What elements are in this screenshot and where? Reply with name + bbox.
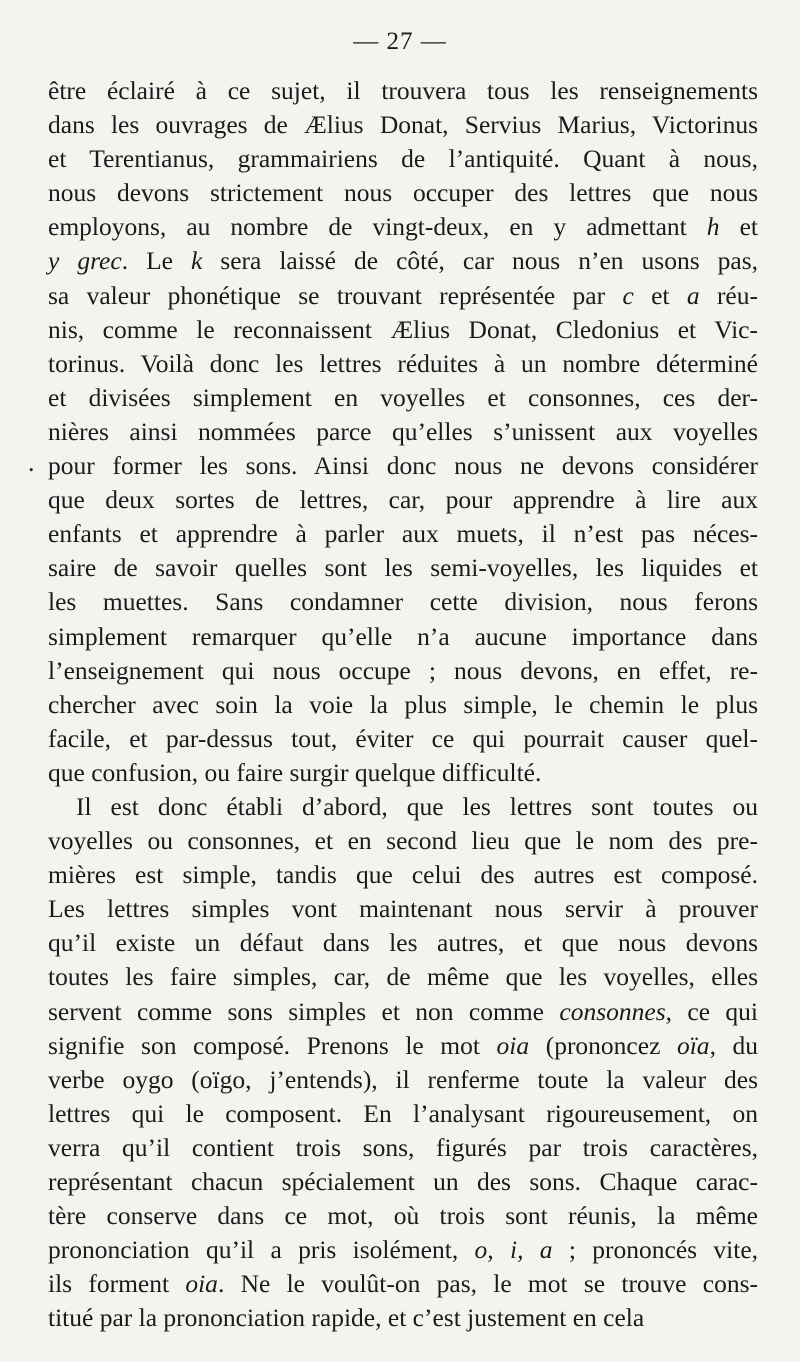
text-line: toutes les faire simples, car, de même que les voyelles, elles	[48, 962, 758, 992]
text-line: pour former les sons. Ainsi donc nous ne devons considérer	[48, 451, 758, 481]
text-line: nis, comme le reconnaissent Ælius Donat, Cledonius et Vic-	[48, 314, 758, 344]
text-line: mières est simple, tandis que celui des autres est composé.	[48, 860, 758, 890]
margin-mark: .	[28, 448, 35, 477]
text-line: l’enseignement qui nous occupe ; nous devons, en effet, re-	[48, 655, 758, 685]
text-line: chercher avec soin la voie la plus simple, le chemin le plus	[48, 689, 758, 719]
text-line: servent comme sons simples et non comme consonnes, ce qui	[48, 996, 758, 1026]
text-line: verbe oygo (oïgo, j’entends), il renferme toute la valeur des	[48, 1064, 758, 1094]
text-line: torinus. Voilà donc les lettres réduites à un nombre déterminé	[48, 348, 758, 378]
text-line: titué par la prononciation rapide, et c’est justement en cela	[48, 1303, 645, 1333]
text-line: que deux sortes de lettres, car, pour apprendre à lire aux	[48, 485, 758, 515]
page-number: — 27 —	[353, 28, 447, 55]
text-line: lettres qui le composent. En l’analysant rigoureusement, on	[48, 1098, 758, 1128]
text-line: dans les ouvrages de Ælius Donat, Servius Marius, Victorinus	[48, 110, 758, 140]
text-line: enfants et apprendre à parler aux muets, il n’est pas néces-	[48, 519, 758, 549]
text-line: nières ainsi nommées parce qu’elles s’unissent aux voyelles	[48, 416, 758, 446]
text-line: facile, et par-dessus tout, éviter ce qui pourrait causer quel-	[48, 723, 758, 753]
text-line: ils forment oia. Ne le voulût-on pas, le mot se trouve cons-	[48, 1269, 758, 1299]
text-line: voyelles ou consonnes, et en second lieu que le nom des pre-	[48, 826, 758, 856]
text-line: Il est donc établi d’abord, que les lettres sont toutes ou	[76, 791, 758, 821]
text-line: simplement remarquer qu’elle n’a aucune importance dans	[48, 621, 758, 651]
text-line: sa valeur phonétique se trouvant représentée par c et a réu-	[48, 280, 758, 310]
text-line: employons, au nombre de vingt-deux, en y admettant h et	[48, 212, 758, 242]
text-line: saire de savoir quelles sont les semi-voyelles, les liquides et	[48, 553, 758, 583]
text-line: y grec. Le k sera laissé de côté, car nous n’en usons pas,	[48, 246, 758, 276]
text-line: que confusion, ou faire surgir quelque difficulté.	[48, 757, 542, 787]
text-line: représentant chacun spécialement un des sons. Chaque carac-	[48, 1167, 758, 1196]
text-line: les muettes. Sans condamner cette division, nous ferons	[48, 587, 758, 617]
text-line: qu’il existe un défaut dans les autres, et que nous devons	[48, 928, 758, 958]
text-line: prononciation qu’il a pris isolément, o, i, a ; prononcés vite,	[48, 1235, 759, 1265]
body-text	[48, 74, 758, 1335]
text-line: tère conserve dans ce mot, où trois sont réunis, la même	[48, 1201, 758, 1231]
text-line: être éclairé à ce sujet, il trouvera tous les renseignements	[48, 76, 758, 105]
text-line: Les lettres simples vont maintenant nous servir à prouver	[48, 894, 758, 924]
text-line: nous devons strictement nous occuper des lettres que nous	[48, 178, 758, 208]
text-line: et divisées simplement en voyelles et consonnes, ces der-	[48, 382, 758, 412]
text-line: signifie son composé. Prenons le mot oia (prononcez oïa, du	[48, 1030, 758, 1060]
text-line: et Terentianus, grammairiens de l’antiquité. Quant à nous,	[48, 144, 758, 174]
text-line: verra qu’il contient trois sons, figurés par trois caractères,	[48, 1132, 758, 1162]
